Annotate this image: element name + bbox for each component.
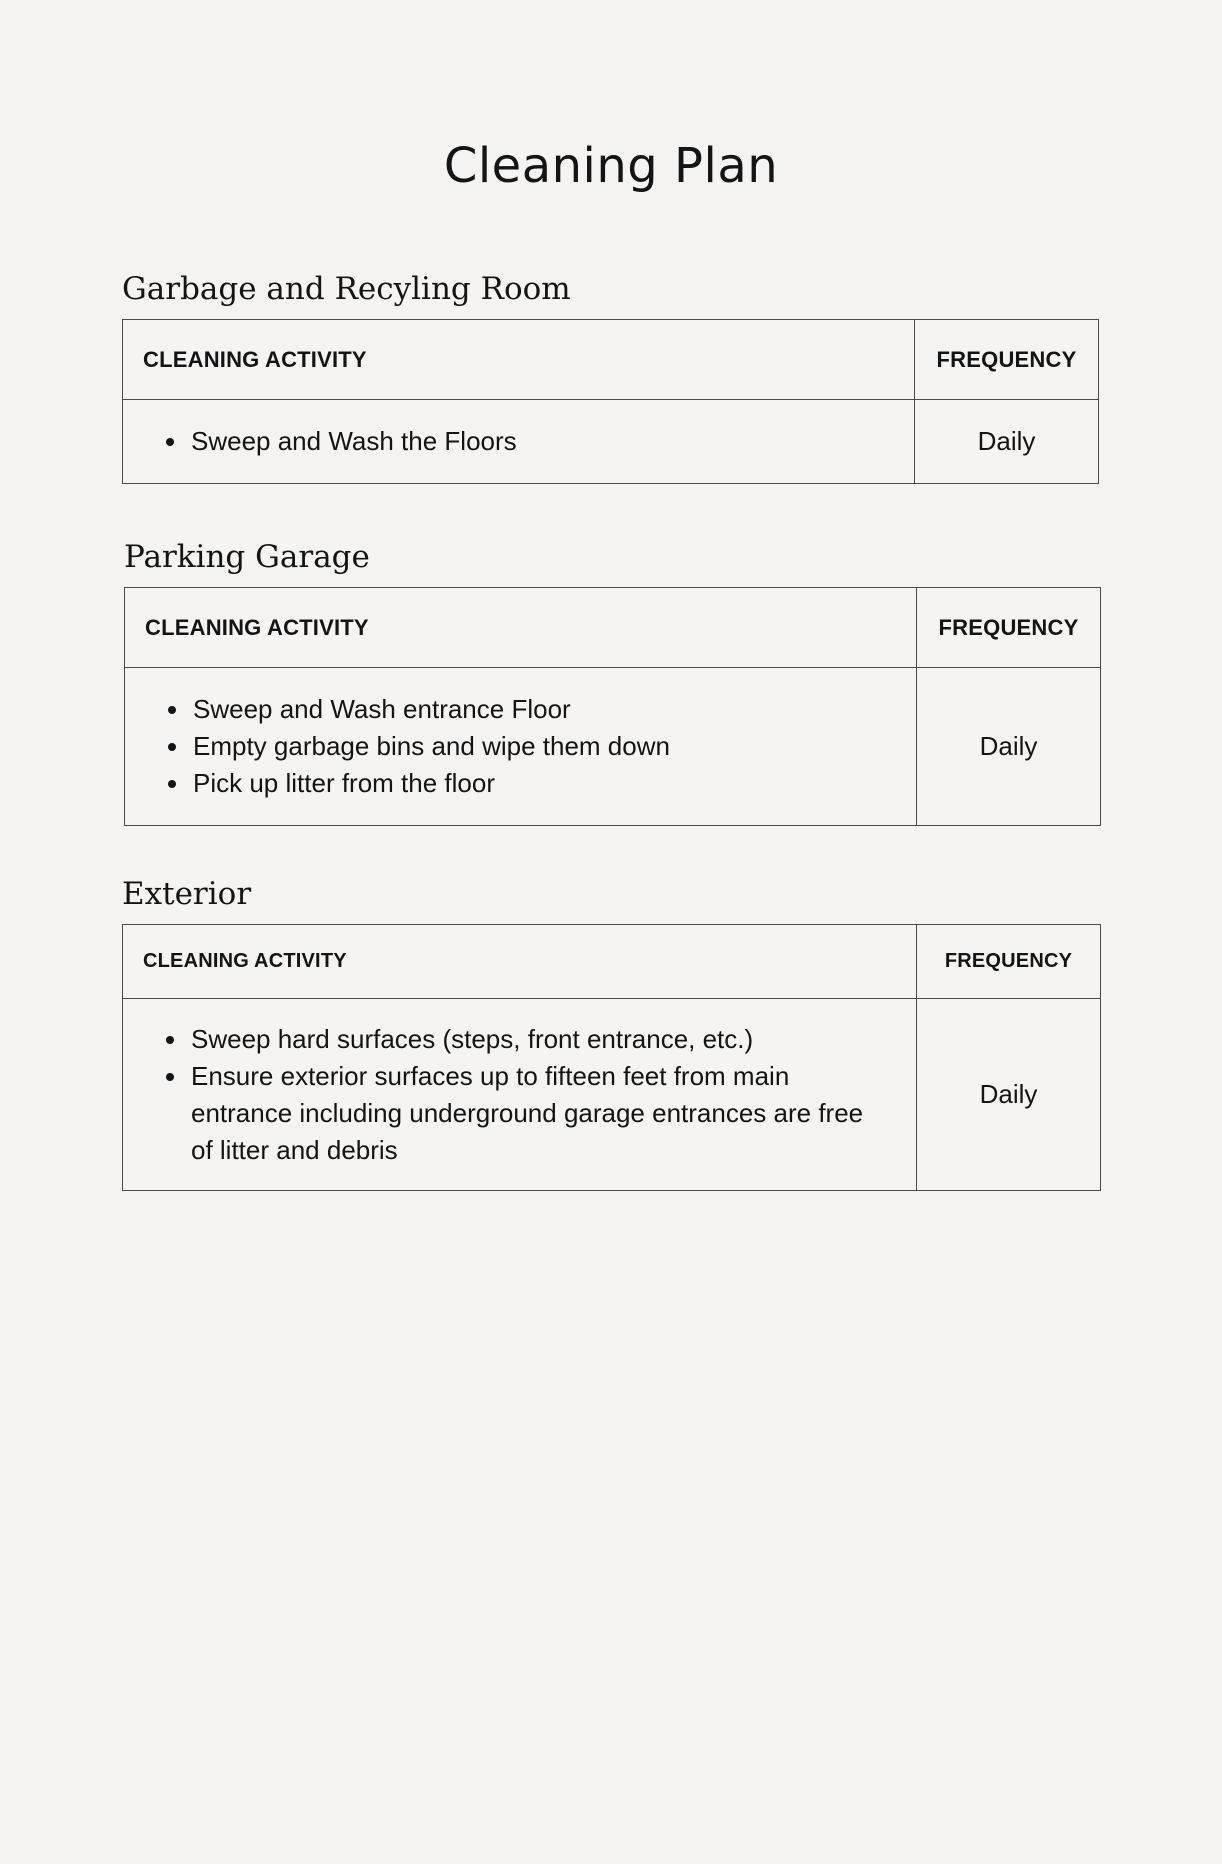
table-header-row [125,588,1101,668]
activity-list [123,423,914,460]
frequency-cell: Daily [915,400,1099,484]
table-row [125,668,1101,826]
section-exterior [122,874,1098,1191]
column-header-frequency: FREQUENCY [917,588,1101,668]
column-header-frequency: FREQUENCY [915,320,1099,400]
column-header-activity: CLEANING ACTIVITY [123,320,915,400]
column-header-activity: CLEANING ACTIVITY [123,925,917,999]
column-header-activity: CLEANING ACTIVITY [125,588,917,668]
table-header-row [123,925,1101,999]
cleaning-table [124,587,1101,826]
list-item: • Sweep and Wash entrance Floor [191,691,896,728]
list-item: • Ensure exterior surfaces up to fifteen feet from main entrance including underground garage entrances are free of litter and debris [189,1058,888,1169]
section-garbage-recycling-room [122,269,1098,484]
frequency-cell: Daily [917,668,1101,826]
list-item: • Sweep hard surfaces (steps, front entrance, etc.) [189,1021,888,1058]
activity-cell [123,400,915,484]
cleaning-table [122,924,1101,1191]
section-parking-garage [124,537,1100,826]
table-row [123,999,1101,1191]
frequency-cell: Daily [917,999,1101,1191]
section-heading: Exterior [122,876,252,912]
activity-list [123,1021,916,1169]
section-heading: Parking Garage [124,539,370,575]
table-row [123,400,1099,484]
list-item: • Empty garbage bins and wipe them down [191,728,896,765]
column-header-frequency: FREQUENCY [917,925,1101,999]
activity-cell [125,668,917,826]
list-item: • Sweep and Wash the Floors [189,423,894,460]
cleaning-table [122,319,1099,484]
activity-list [125,691,916,802]
table-header-row [123,320,1099,400]
list-item: • Pick up litter from the floor [191,765,896,802]
page-title: Cleaning Plan [443,138,779,194]
section-heading: Garbage and Recyling Room [122,271,571,307]
activity-cell [123,999,917,1191]
